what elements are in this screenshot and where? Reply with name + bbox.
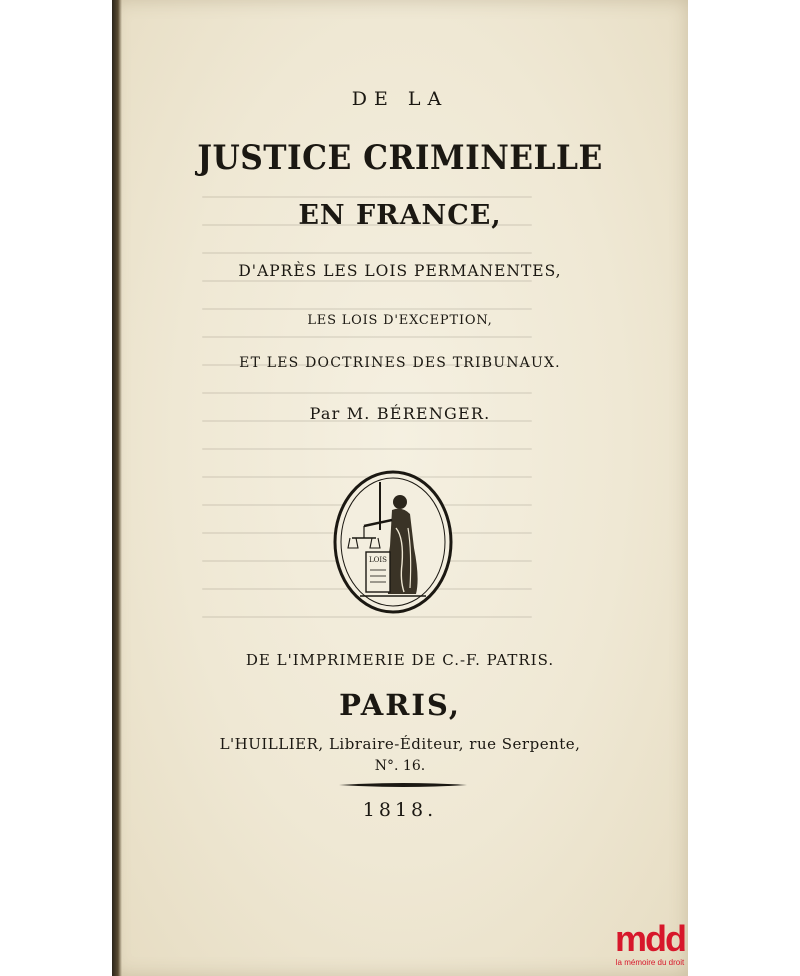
imprint-line: DE L'IMPRIMERIE DE C.-F. PATRIS. — [245, 651, 555, 669]
subtitle-line-1: D'APRÈS LES LOIS PERMANENTES, — [238, 262, 562, 280]
subtitle-line-3: ET LES DOCTRINES DES TRIBUNAUX. — [239, 355, 561, 371]
city-line: PARIS, — [339, 688, 461, 722]
title-line-de-la: DE LA — [351, 88, 449, 110]
publisher-line: L'HUILLIER, Libraire-Éditeur, rue Serpente, — [219, 735, 581, 753]
subtitle-line-2: LES LOIS D'EXCEPTION, — [307, 313, 493, 328]
mdd-logo-caption: la mémoire du droit — [615, 958, 685, 967]
title-line-main: JUSTICE CRIMINELLE — [197, 138, 603, 178]
author-line: Par M. BÉRENGER. — [309, 404, 491, 423]
title-line-en-france: EN FRANCE, — [298, 200, 502, 231]
book-spine-shadow — [112, 0, 122, 976]
ornamental-rule — [337, 782, 469, 788]
justice-vignette-image — [330, 468, 456, 616]
address-number: N°. 16. — [374, 758, 426, 774]
publication-year: 1818. — [362, 799, 438, 821]
title-page — [112, 0, 688, 976]
mdd-logo — [606, 920, 694, 972]
vignette-tablet-label: LOIS — [369, 556, 387, 564]
mdd-logo-mark: mdd — [615, 918, 685, 959]
